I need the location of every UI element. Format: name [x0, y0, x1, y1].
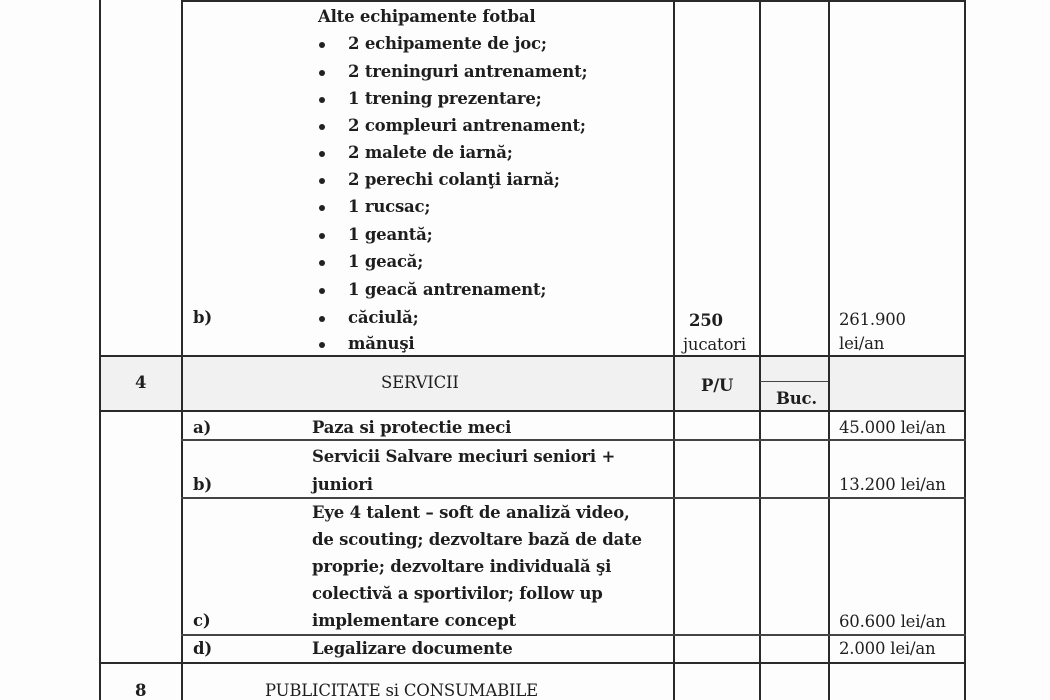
quantity-number: 250 [689, 311, 723, 330]
section-3-title: Alte echipamente fotbal [318, 7, 536, 26]
bullet-icon [319, 42, 325, 48]
bullet-icon [319, 70, 325, 76]
equipment-item: 2 compleuri antrenament; [348, 116, 586, 135]
service-letter: b) [193, 475, 212, 494]
service-description: Servicii Salvare meciuri seniori + [312, 447, 616, 466]
equipment-item: 1 trening prezentare; [348, 89, 542, 108]
table-border-right [964, 0, 966, 700]
service-letter: a) [193, 418, 212, 437]
buc-label: Buc. [776, 389, 817, 408]
table-col-divider-3 [759, 0, 761, 700]
bullet-icon [319, 151, 325, 157]
bullet-icon [319, 342, 325, 348]
service-letter: c) [193, 611, 211, 630]
equipment-item: 2 treninguri antrenament; [348, 62, 588, 81]
bullet-icon [319, 205, 325, 211]
service-description: proprie; dezvoltare individuală şi [312, 557, 612, 576]
equipment-item: 2 echipamente de joc; [348, 34, 547, 53]
pu-buc-split [760, 381, 828, 382]
service-description: Paza si protectie meci [312, 418, 512, 437]
bullet-icon [319, 124, 325, 130]
bullet-icon [319, 178, 325, 184]
row-divider-section3-end [99, 355, 966, 357]
table-col-divider-2 [673, 0, 675, 700]
equipment-item: 1 geantă; [348, 225, 433, 244]
value-amount: 261.900 [839, 310, 906, 329]
value-unit: lei/an [839, 334, 885, 353]
bullet-icon [319, 316, 325, 322]
equipment-item: 2 perechi colanţi iarnă; [348, 170, 560, 189]
table-top-border [181, 0, 966, 2]
table-col-divider-4 [828, 0, 830, 700]
row-divider-d [99, 662, 966, 664]
row-divider-b [181, 497, 966, 499]
service-description: de scouting; dezvoltare bază de date [312, 530, 642, 549]
row-divider-section4-header-end [99, 410, 966, 412]
section-3-item-letter: b) [193, 308, 212, 327]
bullet-icon [319, 233, 325, 239]
equipment-item: căciulă; [348, 308, 419, 327]
bullet-icon [319, 97, 325, 103]
section-4-title: SERVICII [381, 373, 459, 392]
equipment-item: 1 rucsac; [348, 197, 431, 216]
section-8-title: PUBLICITATE si CONSUMABILE [265, 681, 538, 700]
service-letter: d) [193, 639, 212, 658]
row-divider-c [181, 634, 966, 636]
service-value: 45.000 lei/an [839, 418, 946, 437]
equipment-item: 2 malete de iarnă; [348, 143, 513, 162]
service-value: 2.000 lei/an [839, 639, 936, 658]
row-divider-a [181, 439, 966, 441]
section-4-number: 4 [135, 373, 147, 392]
service-description: Legalizare documente [312, 639, 513, 658]
equipment-item: mănuşi [348, 334, 415, 353]
service-description: juniori [312, 475, 373, 494]
section-4-header-shade [101, 357, 964, 410]
service-value: 60.600 lei/an [839, 612, 946, 631]
table-col-divider-1 [181, 0, 183, 700]
service-description: colectivă a sportivilor; follow up [312, 584, 603, 603]
equipment-item: 1 geacă; [348, 252, 424, 271]
quantity-unit: jucatori [683, 335, 746, 354]
bullet-icon [319, 260, 325, 266]
bullet-icon [319, 288, 325, 294]
table-border-left [99, 0, 101, 700]
equipment-item: 1 geacă antrenament; [348, 280, 547, 299]
service-description: Eye 4 talent – soft de analiză video, [312, 503, 630, 522]
pu-label: P/U [701, 376, 734, 395]
section-8-number: 8 [135, 681, 147, 700]
service-description: implementare concept [312, 611, 516, 630]
service-value: 13.200 lei/an [839, 475, 946, 494]
